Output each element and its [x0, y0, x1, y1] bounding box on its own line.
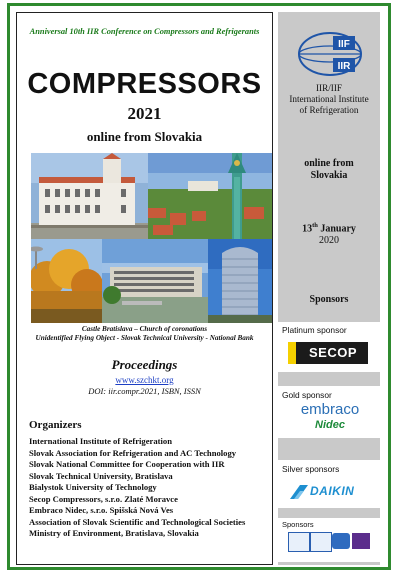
silver-label: Silver sponsors [282, 464, 340, 474]
iir-logo-bottom: IIR [337, 61, 351, 72]
photo-church [148, 153, 272, 239]
organizers-list [29, 436, 245, 540]
list-item: Embraco Nidec, s.r.o. Spišská Nová Ves [29, 505, 174, 516]
list-item: Ministry of Environment, Bratislava, Slovakia [29, 528, 199, 539]
list-item: International Institute of Refrigeration [29, 436, 172, 446]
page-title: COMPRESSORS [27, 68, 262, 100]
photo-ufo-bridge [31, 239, 102, 323]
photo-castle [31, 153, 148, 239]
platinum-label: Platinum sponsor [282, 325, 347, 335]
photo-caption-2: Unidentified Flying Object - Slovak Technical University - National Bank [35, 334, 254, 342]
sidebar-org-line3: of Refrigeration [299, 105, 359, 115]
sponsors-label: Sponsors [282, 520, 314, 529]
list-item: Slovak Technical University, Bratislava [29, 470, 173, 481]
list-item: Association of Slovak Scientific and Technological Societies [29, 516, 246, 527]
sidebar-date [278, 222, 380, 234]
secop-stripe [288, 342, 296, 364]
iir-logo-top: IIF [338, 39, 350, 50]
list-item: Bialystok University of Technology [29, 482, 157, 493]
doi-text: DOI: iir.compr.2021, ISBN, ISSN [88, 386, 201, 396]
proceedings-heading: Proceedings [111, 357, 178, 372]
secop-logo[interactable] [288, 342, 368, 364]
sponsor-logo-2 [310, 532, 332, 552]
secop-name: SECOP [308, 345, 357, 360]
date-day: 13 [302, 223, 313, 235]
embraco-name: embraco [300, 401, 360, 418]
list-item: Slovak Association for Refrigeration and AC Technology [29, 447, 237, 458]
gold-label: Gold sponsor [282, 390, 332, 400]
sponsor-logo-1 [288, 532, 310, 552]
online-location: online from Slovakia [86, 129, 203, 144]
list-item: Slovak National Committee for Cooperation with IIR [29, 459, 225, 470]
conference-year: 2021 [127, 104, 162, 123]
sidebar-date-year: 2020 [319, 235, 339, 246]
list-item: Secop Compressors, s.r.o. Zlaté Moravce [29, 493, 178, 504]
daikin-name: DAIKIN [310, 484, 355, 498]
website-link[interactable]: www.szchkt.org [115, 375, 174, 385]
organizers-heading: Organizers [29, 419, 82, 431]
sponsor-logo-3 [332, 533, 350, 549]
photo-university [102, 239, 208, 323]
sidebar-org-line1: IIR/IIF [315, 83, 343, 93]
embraco-logo[interactable] [290, 402, 370, 436]
iir-logo [297, 30, 363, 78]
photo-national-bank [208, 239, 272, 323]
photo-caption-1: Castle Bratislava – Church of coronations [81, 325, 208, 333]
sidebar-online-line1: online from [304, 158, 354, 169]
date-month: January [320, 223, 356, 235]
date-suffix: th [312, 222, 318, 229]
sidebar-online-line2: Slovakia [310, 170, 348, 181]
daikin-logo[interactable] [290, 484, 368, 500]
nidec-name: Nidec [315, 419, 345, 431]
sidebar-sponsors-heading: Sponsors [309, 294, 349, 305]
small-sponsor-logos [288, 532, 372, 552]
sidebar-org-line2: International Institute [289, 94, 369, 104]
conference-subtitle: Anniversal 10th IIR Conference on Compressors and Refrigerants [29, 27, 260, 36]
sponsor-logo-4 [352, 533, 370, 549]
daikin-mark-icon [290, 485, 308, 499]
